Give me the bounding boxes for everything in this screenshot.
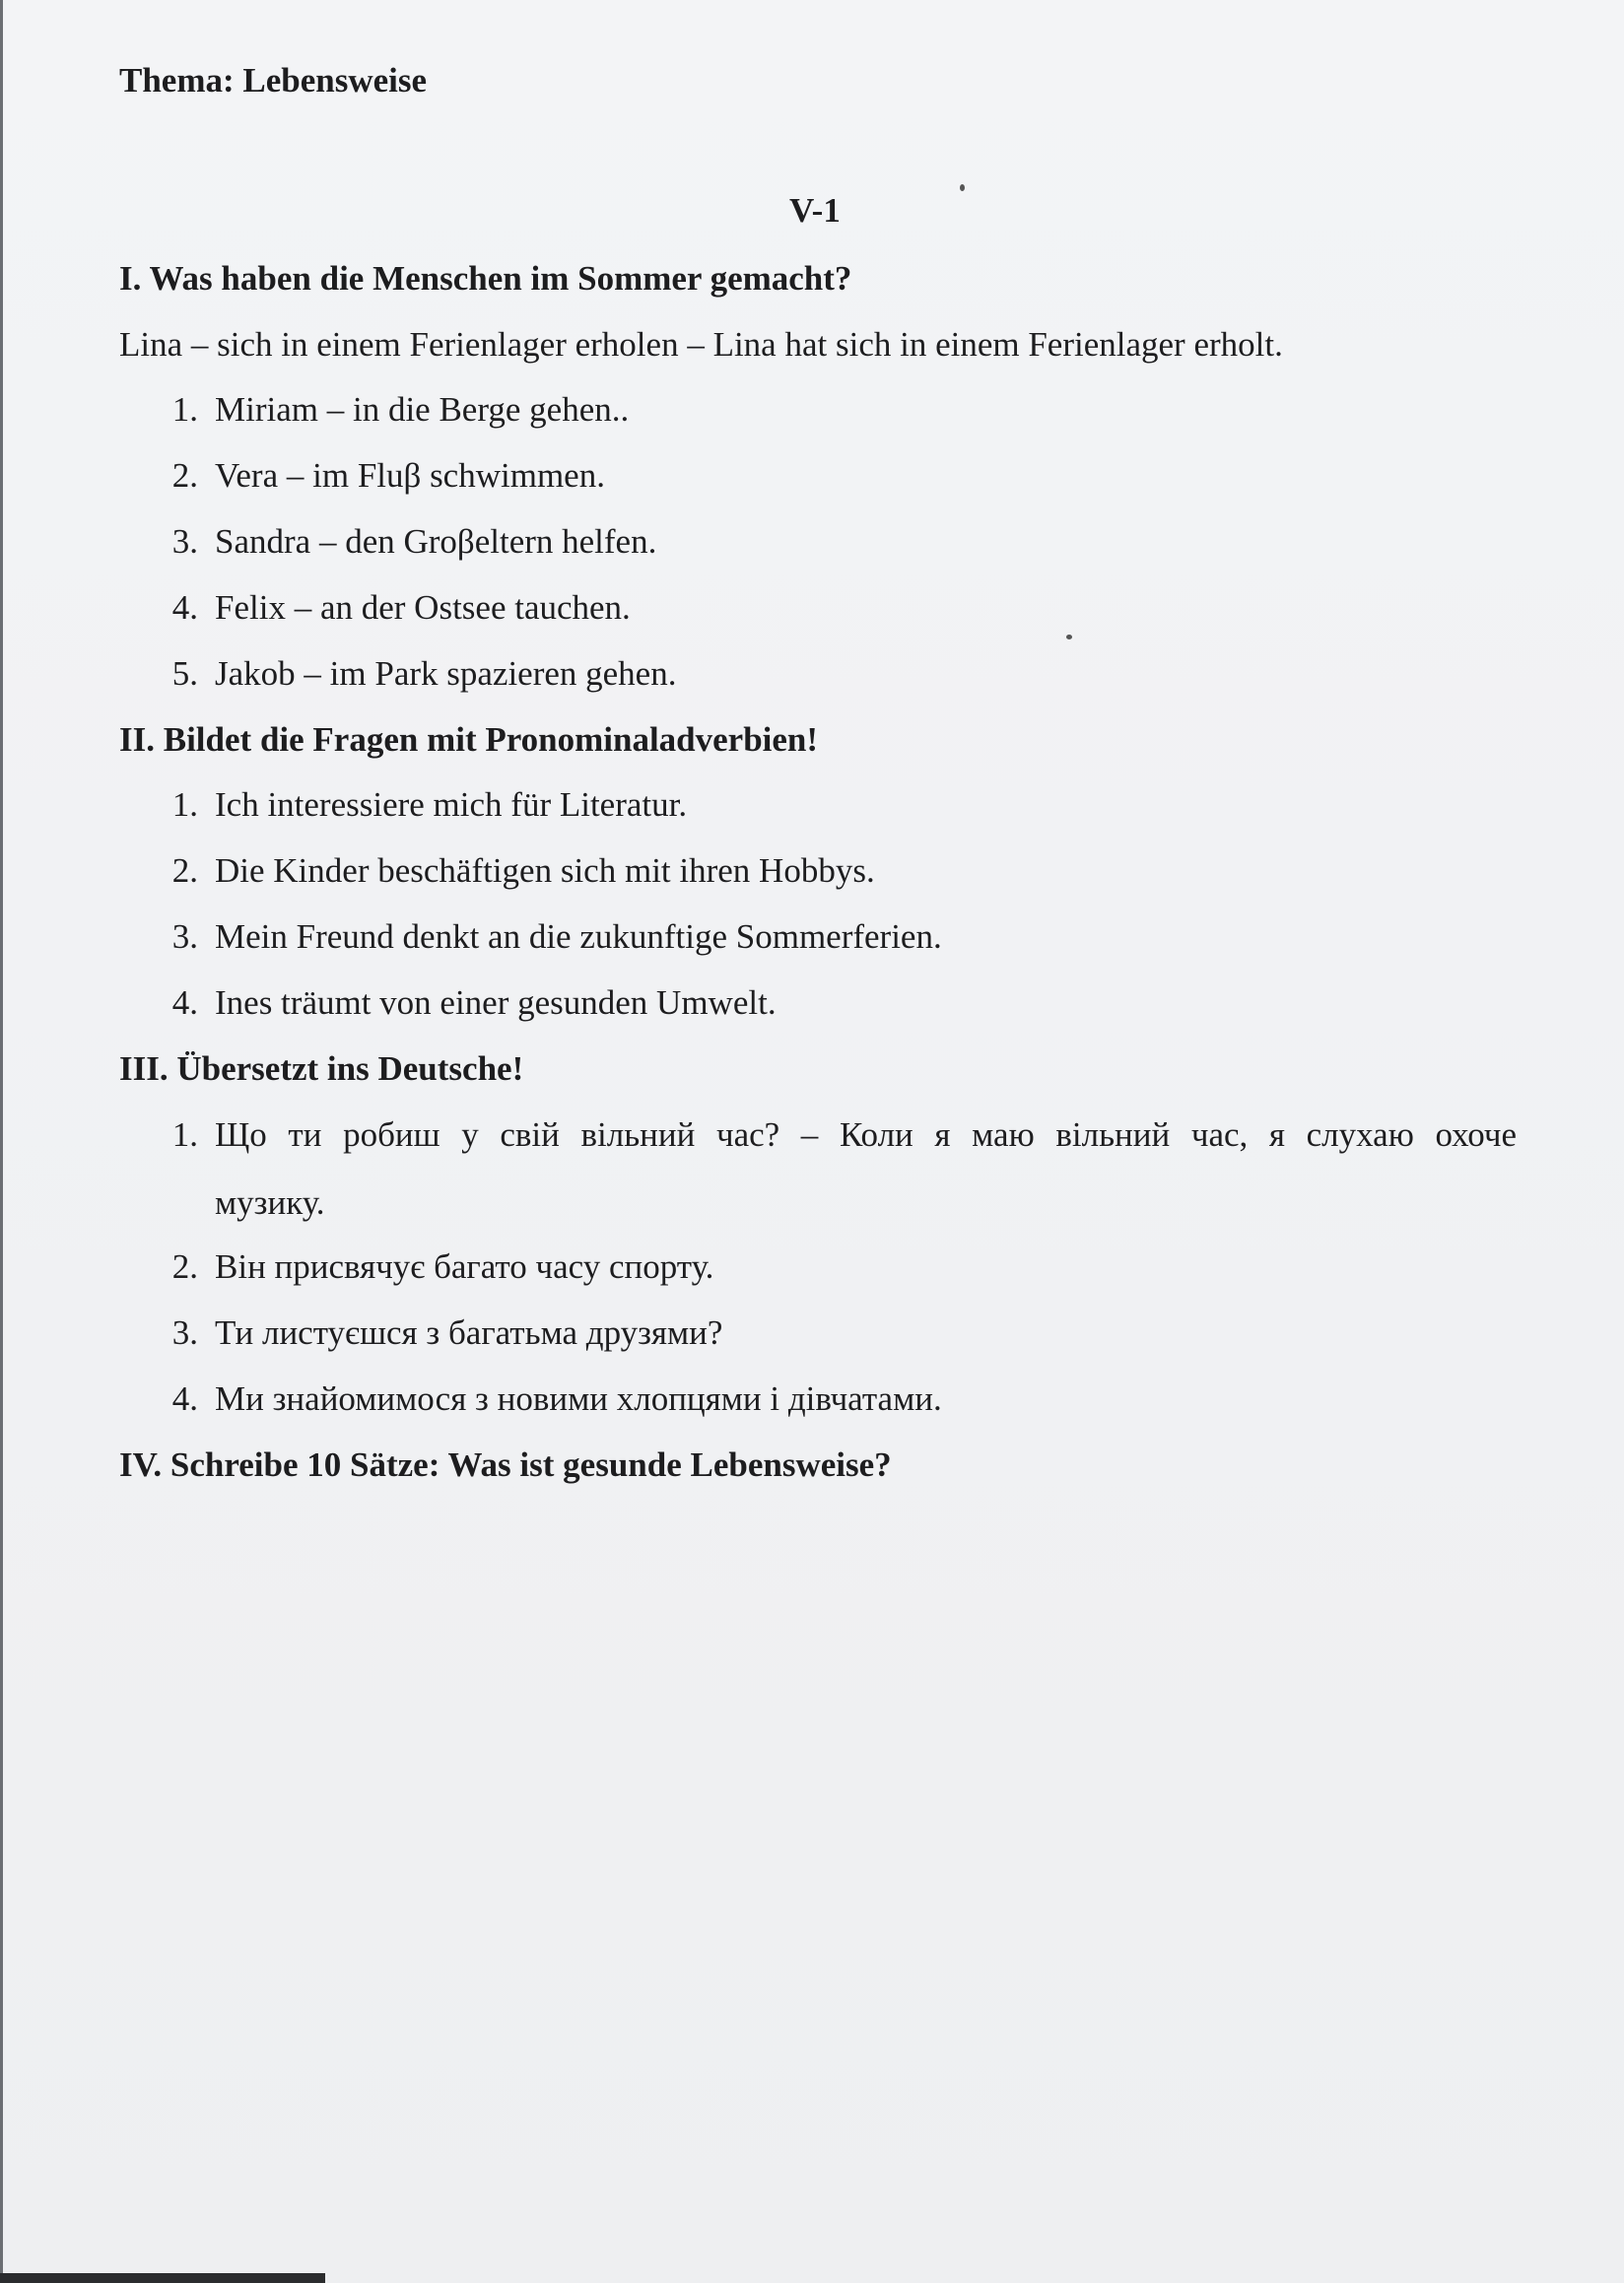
list-item: Die Kinder beschäftigen sich mit ihren Hobbys. xyxy=(215,851,875,890)
list-item-number: 4. xyxy=(171,1379,198,1418)
list-item-number: 2. xyxy=(171,851,198,890)
list-item-number: 3. xyxy=(171,522,198,561)
list-item-number: 1. xyxy=(171,1115,198,1154)
list-item-number: 4. xyxy=(171,588,198,627)
list-item: Miriam – in die Berge gehen.. xyxy=(215,390,630,429)
section-1-title: I. Was haben die Menschen im Sommer gemacht? xyxy=(119,259,852,298)
list-item: Felix – an der Ostsee tauchen. xyxy=(215,588,631,627)
section-1-example: Lina – sich in einem Ferienlager erholen – Lina hat sich in einem Ferienlager erholt. xyxy=(119,325,1283,364)
list-item-number: 3. xyxy=(171,1313,198,1352)
section-2-title: II. Bildet die Fragen mit Pronominaladverbien! xyxy=(119,720,819,759)
list-item: Jakob – im Park spazieren gehen. xyxy=(215,654,677,693)
list-item-number: 4. xyxy=(171,983,198,1022)
list-item-number: 3. xyxy=(171,917,198,956)
scan-speck xyxy=(1066,635,1072,639)
variant-label: V-1 xyxy=(789,191,841,230)
list-item: Mein Freund denkt an die zukunftige Sommerferien. xyxy=(215,917,942,956)
list-item: Ми знайомимося з новими хлопцями і дівчатами. xyxy=(215,1379,942,1418)
list-item-continuation: музику. xyxy=(215,1183,325,1222)
list-item: Sandra – den Groβeltern helfen. xyxy=(215,522,657,561)
list-item: Ines träumt von einer gesunden Umwelt. xyxy=(215,983,777,1022)
list-item: Ти листуєшся з багатьма друзями? xyxy=(215,1313,723,1352)
list-item-number: 2. xyxy=(171,456,198,495)
list-item: Ich interessiere mich für Literatur. xyxy=(215,785,688,824)
topic-heading: Thema: Lebensweise xyxy=(119,61,428,100)
scan-edge-bottom xyxy=(0,2273,325,2283)
list-item-number: 1. xyxy=(171,785,198,824)
list-item: Він присвячує багато часу спорту. xyxy=(215,1247,714,1286)
scan-edge-left xyxy=(0,0,3,2283)
section-3-title: III. Übersetzt ins Deutsche! xyxy=(119,1049,524,1088)
list-item: Що ти робиш у свій вільний час? – Коли я маю вільний час, я слухаю охоче xyxy=(215,1115,1517,1154)
list-item-number: 2. xyxy=(171,1247,198,1286)
scan-speck xyxy=(960,184,965,191)
list-item: Vera – im Fluβ schwimmen. xyxy=(215,456,605,495)
list-item-number: 1. xyxy=(171,390,198,429)
list-item-number: 5. xyxy=(171,654,198,693)
section-4-title: IV. Schreibe 10 Sätze: Was ist gesunde Lebensweise? xyxy=(119,1445,892,1484)
